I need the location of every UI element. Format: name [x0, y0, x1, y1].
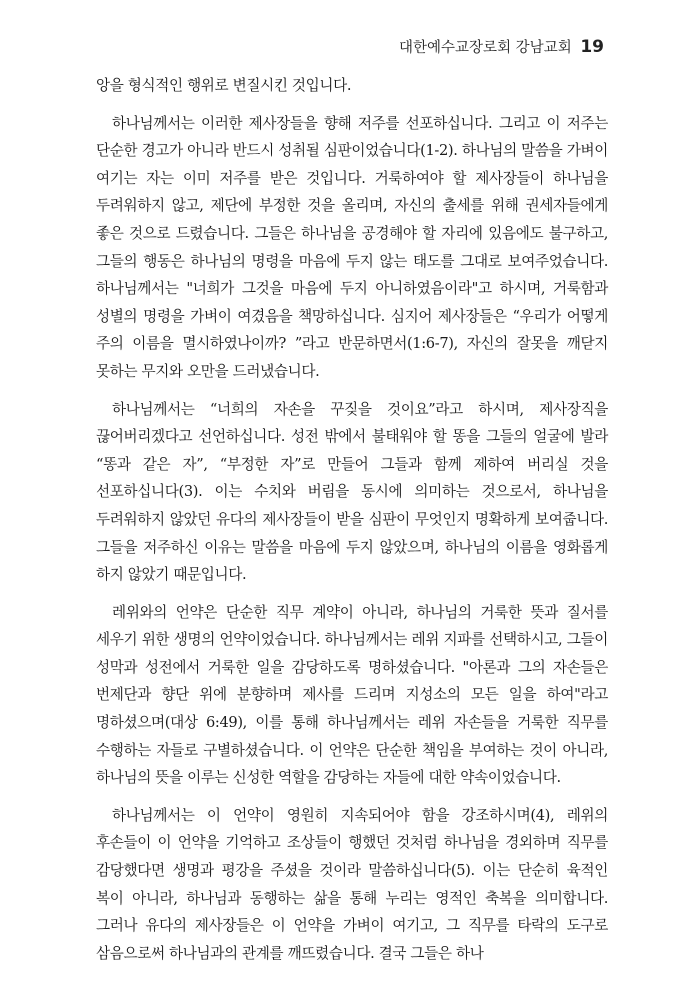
body-text [96, 72, 608, 977]
paragraph-continued: 앙을 형식적인 행위로 변질시킨 것입니다. [96, 77, 352, 94]
running-header [399, 36, 604, 57]
paragraph: 하나님께서는 이러한 제사장들을 향해 저주를 선포하십니다. 그리고 이 저주는 단순한 경고가 아니라 반드시 성취될 심판이었습니다(1-2). 하나님의 말씀을 가벼이 여기는 자는 이미 저주를 받은 것입니다. 거룩하여야 할 제사장들이 하나님을 두려워하지 않고, 제단에 부정한 것을 올리며, 자신의 출세를 위해 권세자들에게 좋은 것으로 드렸습니다. 그들은 하나님을 공경해야 할 자리에 있음에도 불구하고, 그들의 행동은 하나님의 명령을 마음에 두지 않는 태도를 그대로 보여주었습니다. 하나님께서는 "너희가 그것을 마음에 두지 아니하였음이라"고 하시며, 거룩함과 성별의 명령을 가벼이 여겼음을 책망하십니다. 심지어 제사장들은 “우리가 어떻게 주의 이름을 멸시하였나이까? ”라고 반문하면서(1:6-7), 자신의 잘못을 깨닫지 못하는 무지와 오만을 드러냈습니다. [96, 114, 608, 380]
paragraph: 하나님께서는 이 언약이 영원히 지속되어야 함을 강조하시며(4), 레위의 후손들이 이 언약을 기억하고 조상들이 행했던 것처럼 하나님을 경외하며 직무를 감당했다면 생명과 평강을 주셨을 것이라 말씀하십니다(5). 이는 단순히 육적인 복이 아니라, 하나님과 동행하는 삶을 통해 누리는 영적인 축복을 의미합니다. 그러나 유다의 제사장들은 이 언약을 가벼이 여기고, 그 직무를 타락의 도구로 삼음으로써 하나님과의 관계를 깨뜨렸습니다. 결국 그들은 하나 [96, 806, 608, 962]
page-number: 19 [580, 37, 604, 57]
paragraph: 레위와의 언약은 단순한 직무 계약이 아니라, 하나님의 거룩한 뜻과 질서를 세우기 위한 생명의 언약이었습니다. 하나님께서는 레위 지파를 선택하시고, 그들이 성막과 성전에서 거룩한 일을 감당하도록 명하셨습니다. "아론과 그의 자손들은 번제단과 향단 위에 분향하며 제사를 드리며 지성소의 모든 일을 하여"라고 명하셨으며(대상 6:49), 이를 통해 하나님께서는 레위 자손들을 거룩한 직무를 수행하는 자들로 구별하셨습니다. 이 언약은 단순한 책임을 부여하는 것이 아니라, 하나님의 뜻을 이루는 신성한 역할을 감당하는 자들에 대한 약속이었습니다. [96, 603, 608, 787]
paragraph: 하나님께서는 “너희의 자손을 꾸짖을 것이요”라고 하시며, 제사장직을 끊어버리겠다고 선언하십니다. 성전 밖에서 불태워야 할 똥을 그들의 얼굴에 발라 “똥과 같은 자”, “부정한 자”로 만들어 그들과 함께 제하여 버리실 것을 선포하십니다(3). 이는 수치와 버림을 동시에 의미하는 것으로서, 하나님을 두려워하지 않았던 유다의 제사장들이 받을 심판이 무엇인지 명확하게 보여줍니다. 그들을 저주하신 이유는 말씀을 마음에 두지 않았으며, 하나님의 이름을 영화롭게 하지 않았기 때문입니다. [96, 400, 608, 584]
church-name: 대한예수교장로회 강남교회 [399, 40, 572, 56]
